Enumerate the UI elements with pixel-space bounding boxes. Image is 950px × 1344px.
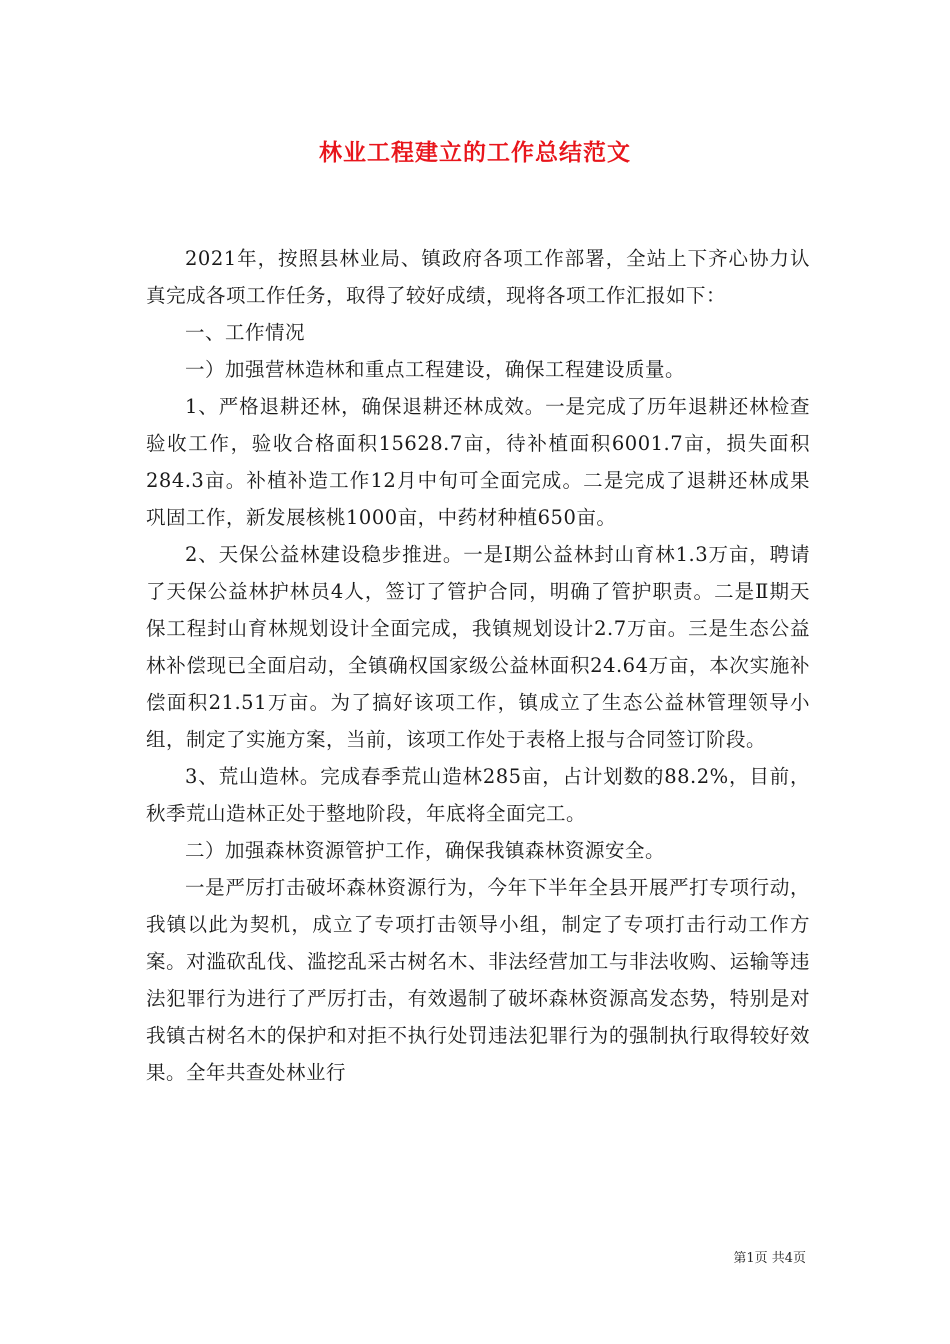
paragraph-enforcement: 一是严厉打击破坏森林资源行为，今年下半年全县开展严打专项行动，我镇以此为契机，成立了专项打击领导小组，制定了专项打击行动工作方案。对滥砍乱伐、滥挖乱采古树名木、非法经营加工与非法收购、运输等违法犯罪行为进行了严厉打击，有效遏制了破坏森林资源高发态势，特别是对我镇古树名木的保护和对拒不执行处罚违法犯罪行为的强制执行取得较好效果。全年共查处林业行: [146, 876, 810, 1084]
page-number: 第1页 共4页: [733, 1251, 806, 1266]
section-heading-work-status: 一、工作情况: [185, 321, 306, 344]
document-body: [146, 240, 810, 1091]
paragraph-item-1: 1、严格退耕还林，确保退耕还林成效。一是完成了历年退耕还林检查验收工作，验收合格面积15628.7亩，待补植面积6001.7亩，损失面积284.3亩。补植补造工作12月中旬可全面完成。二是完成了退耕还林成果巩固工作，新发展核桃1000亩，中药材种植650亩。: [146, 395, 810, 529]
document-title: 林业工程建立的工作总结范文: [319, 139, 631, 166]
paragraph-intro: 2021年，按照县林业局、镇政府各项工作部署，全站上下齐心协力认真完成各项工作任务，取得了较好成绩，现将各项工作汇报如下：: [146, 247, 810, 307]
subsection-heading-1: 一）加强营林造林和重点工程建设，确保工程建设质量。: [185, 358, 686, 381]
subsection-heading-2: 二）加强森林资源管护工作，确保我镇森林资源安全。: [185, 839, 666, 862]
paragraph-item-3: 3、荒山造林。完成春季荒山造林285亩，占计划数的88.2%，目前，秋季荒山造林正处于整地阶段，年底将全面完工。: [146, 765, 810, 825]
paragraph-item-2: 2、天保公益林建设稳步推进。一是Ⅰ期公益林封山育林1.3万亩，聘请了天保公益林护林员4人，签订了管护合同，明确了管护职责。二是Ⅱ期天保工程封山育林规划设计全面完成，我镇规划设计2.7万亩。三是生态公益林补偿现已全面启动，全镇确权国家级公益林面积24.64万亩，本次实施补偿面积21.51万亩。为了搞好该项工作，镇成立了生态公益林管理领导小组，制定了实施方案，当前，该项工作处于表格上报与合同签订阶段。: [146, 543, 810, 751]
